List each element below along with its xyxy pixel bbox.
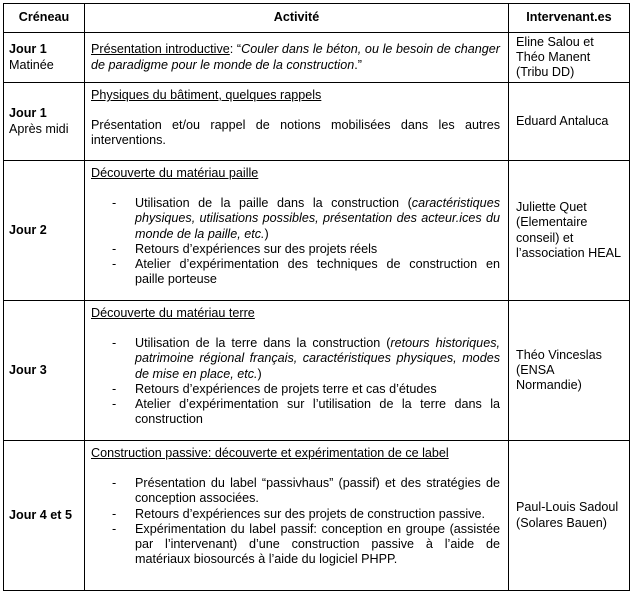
header-activity: Activité — [85, 4, 509, 33]
activity-title: Découverte du matériau paille — [91, 166, 259, 180]
speaker-cell: Eduard Antaluca — [509, 83, 630, 161]
slot-cell — [4, 301, 85, 441]
header-row — [4, 4, 630, 33]
list-item: - Atelier d’expérimentation sur l’utilisation de la terre dans la construction — [112, 397, 500, 427]
speaker-cell: Paul-Louis Sadoul (Solares Bauen) — [509, 441, 630, 591]
activity-quote: Couler dans le béton, ou le besoin de changer de paradigme pour le monde de la construction — [91, 42, 500, 72]
activity-cell — [85, 301, 509, 441]
slot-cell — [4, 33, 85, 83]
activity-cell — [85, 441, 509, 591]
activity-title: Physiques du bâtiment, quelques rappels — [91, 88, 322, 102]
activity-title: Présentation introductive — [91, 42, 230, 57]
table-row — [4, 33, 630, 83]
list-item: - Utilisation de la paille dans la construction (caractéristiques physiques, utilisations possibles, présentation des acteur.ices du monde de la paille, etc.) — [112, 196, 500, 241]
table-row — [4, 301, 630, 441]
slot-day: Jour 4 et 5 — [9, 507, 72, 522]
activity-list — [91, 196, 500, 287]
slot-day: Jour 3 — [9, 362, 47, 377]
slot-time: Après midi — [9, 121, 69, 136]
speaker-cell: Juliette Quet (Elementaire conseil) et l’association HEAL — [509, 161, 630, 301]
slot-cell — [4, 161, 85, 301]
list-item: - Retours d’expériences de projets terre et cas d’études — [112, 381, 437, 396]
table-row — [4, 161, 630, 301]
table-row — [4, 441, 630, 591]
activity-title: Découverte du matériau terre — [91, 306, 255, 320]
list-item: - Utilisation de la terre dans la construction (retours historiques, patrimoine régional français, caractéristiques physiques, modes de mise en place, etc.) — [112, 336, 500, 381]
list-item: - Retours d’expériences sur des projets de construction passive. — [112, 506, 486, 521]
slot-day: Jour 1 — [9, 106, 47, 121]
schedule-table — [3, 3, 630, 591]
header-speaker: Intervenant.es — [509, 4, 630, 33]
activity-list — [91, 476, 500, 567]
header-slot: Créneau — [4, 4, 85, 33]
slot-cell — [4, 441, 85, 591]
activity-cell — [85, 161, 509, 301]
list-item: - Retours d’expériences sur des projets réels — [112, 241, 378, 256]
slot-day: Jour 2 — [9, 222, 47, 237]
list-item: - Expérimentation du label passif: conception en groupe (assistée par l’intervenant) d’une construction passive à l’aide de matériaux biosourcés à l’aide du logiciel PHPP. — [112, 521, 500, 567]
table-row — [4, 83, 630, 161]
list-item: - Présentation du label “passivhaus” (passif) et des stratégies de conception associées. — [112, 476, 500, 506]
slot-time: Matinée — [9, 57, 54, 72]
slot-day: Jour 1 — [9, 42, 47, 57]
speaker-cell: Eline Salou et Théo Manent (Tribu DD) — [509, 33, 630, 83]
activity-cell — [85, 83, 509, 161]
slot-cell — [4, 83, 85, 161]
list-item: - Atelier d’expérimentation des techniques de construction en paille porteuse — [112, 257, 500, 287]
activity-title: Construction passive: découverte et expérimentation de ce label — [91, 446, 449, 460]
activity-list — [91, 336, 500, 427]
activity-text: Présentation et/ou rappel de notions mobilisées dans les autres interventions. — [91, 118, 500, 148]
activity-cell: Présentation introductive: “Couler dans le béton, ou le besoin de changer de paradigme pour le monde de la construction.” — [85, 33, 509, 83]
speaker-cell: Théo Vinceslas (ENSA Normandie) — [509, 301, 630, 441]
